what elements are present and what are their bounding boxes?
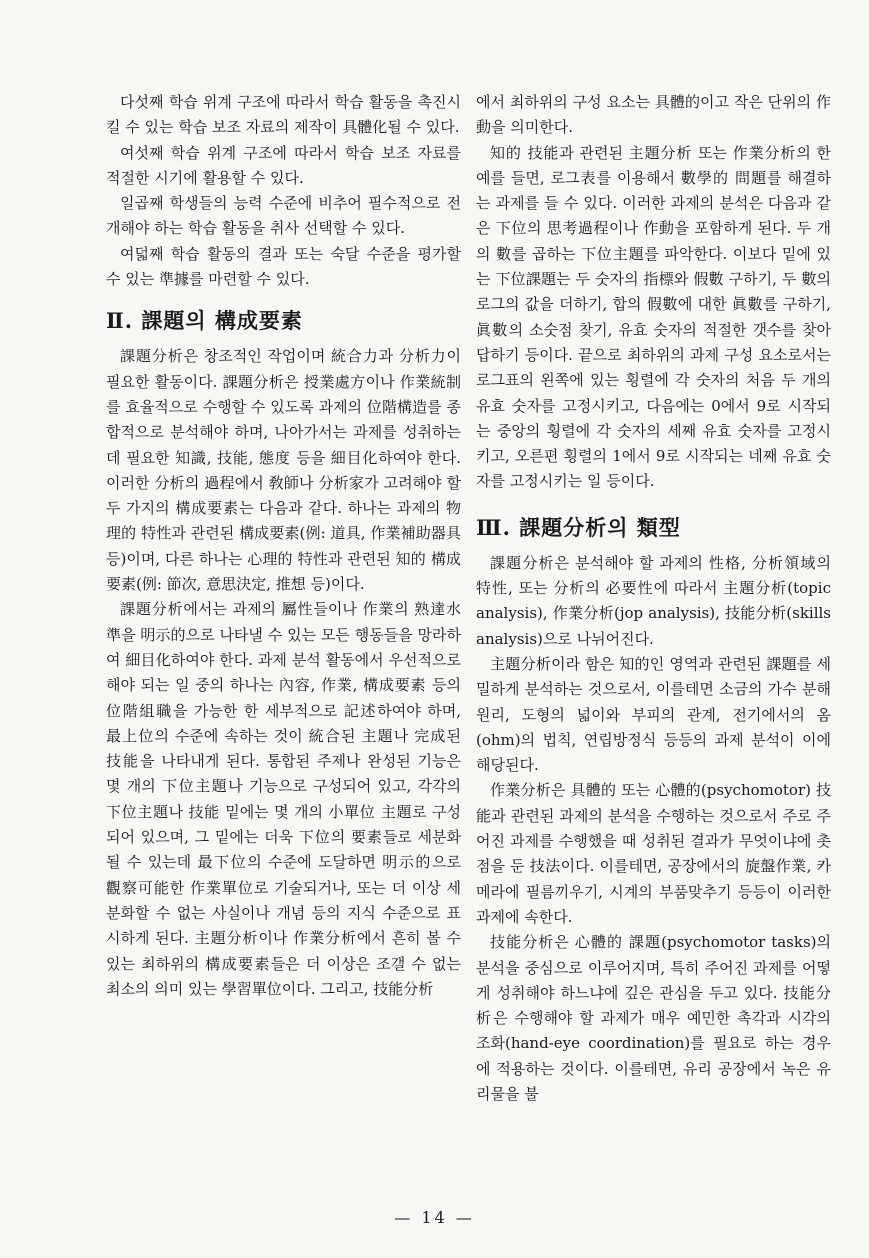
paragraph: 여덟째 학습 활동의 결과 또는 숙달 수준을 평가할 수 있는 準據를 마련할 수 있다. xyxy=(106,244,461,289)
left-column xyxy=(106,90,461,1002)
paragraph: 다섯째 학습 위계 구조에 따라서 학습 활동을 촉진시킬 수 있는 학습 보조 자료의 제작이 具體化될 수 있다. xyxy=(106,93,461,137)
paragraph: 課題分析은 창조적인 작업이며 統合力과 分析力이 필요한 활동이다. 課題分析은 授業處方이나 作業統制를 효율적으로 수행할 수 있도록 과제의 位階構造를 종합적으로 분석해야 하며, 나아가서는 과제를 성취하는 데 필요한 知識, 技能, 態度 등을 細目化하여야 한다. 이러한 分析의 過程에서 敎師나 分析家가 고려해야 할 두 가지의 構成要素는 다음과 같다. 하나는 과제의 物理的 特性과 관련된 構成要素(例: 道具, 作業補助器具 등)이며, 다른 하나는 心理的 特性과 관련된 知的 構成要素(例: 節次, 意思決定, 推想 등)이다. xyxy=(106,347,461,594)
section-heading: Ⅲ. 課題分析의 類型 xyxy=(476,514,681,540)
section-heading: Ⅱ. 課題의 構成要素 xyxy=(106,308,303,334)
paragraph: 主題分析이라 함은 知的인 영역과 관련된 課題를 세밀하게 분석하는 것으로서, 이를테면 소금의 가수 분해 원리, 도형의 넓이와 부피의 관계, 전기에서의 옴(ohm)의 법칙, 연립방정식 등등의 과제 분석이 이에 해당된다. xyxy=(476,654,831,775)
paragraph: 技能分析은 心體的 課題(psychomotor tasks)의 분석을 중심으로 이루어지며, 특히 주어진 과제를 어떻게 성취해야 하느냐에 깊은 관심을 두고 있다. 技能分析은 수행해야 할 과제가 매우 예민한 촉각과 시각의 조화(hand-eye coordination)를 필요로 하는 경우에 적용하는 것이다. 이를테면, 유리 공장에서 녹은 유리물을 불 xyxy=(476,933,831,1103)
paragraph: 일곱째 학생들의 능력 수준에 비추어 필수적으로 전개해야 하는 학습 활동을 취사 선택할 수 있다. xyxy=(106,194,461,238)
paragraph: 에서 최하위의 구성 요소는 具體的이고 작은 단위의 作動을 의미한다. xyxy=(476,93,831,137)
paragraph: 知的 技能과 관련된 主題分析 또는 作業分析의 한 예를 들면, 로그表를 이용해서 數學的 問題를 해결하는 과제를 들 수 있다. 이러한 과제의 분석은 다음과 같은 下位의 思考過程이나 作動을 포함하게 된다. 두 개의 數를 곱하는 下位主題를 파악한다. 이보다 밑에 있는 下位課題는 두 숫자의 指標와 假數 구하기, 두 數의 로그의 값을 더하기, 합의 假數에 대한 眞數를 구하기, 眞數의 소숫점 찾기, 유효 숫자의 적절한 갯수를 찾아 답하기 등이다. 끝으로 최하위의 과제 구성 요소로서는 로그표의 왼쪽에 있는 횡렬에 각 숫자의 처음 두 개의 유효 숫자를 고정시키고, 다음에는 0에서 9로 시작되는 중앙의 횡렬에 각 숫자의 세째 유효 숫자를 고정시키고, 오른편 횡렬의 1에서 9로 시작되는 네째 유효 숫자를 고정시키는 일 등이다. xyxy=(476,143,831,491)
page-number: — 14 — xyxy=(394,1208,475,1227)
paragraph: 課題分析은 분석해야 할 과제의 性格, 分析領域의 特性, 또는 分析의 必要性에 따라서 主題分析(topic analysis), 作業分析(jop analysis), 技能分析(skills analysis)으로 나뉘어진다. xyxy=(476,553,831,648)
paragraph: 課題分析에서는 과제의 屬性들이나 作業의 熟達水準을 明示的으로 나타낼 수 있는 모든 행동들을 망라하여 細目化하여야 한다. 과제 분석 활동에서 우선적으로 해야 되는 일 중의 하나는 內容, 作業, 構成要素 등의 位階組職을 가능한 한 세부적으로 記述하여야 하며, 最上位의 수준에 속하는 것이 統合된 主題나 完成된 技能을 나타내게 된다. 통합된 주제나 완성된 기능은 몇 개의 下位主題나 기능으로 구성되어 있고, 각각의 下位主題나 技能 밑에는 몇 개의 小單位 主題로 구성되어 있으며, 그 밑에는 더욱 下位의 要素들로 세분화될 수 있는데 最下位의 수준에 도달하면 明示的으로 觀察可能한 作業單位로 기술되거나, 또는 더 이상 세분화할 수 없는 사실이나 개념 등의 지식 수준으로 표시하게 된다. 主題分析이나 作業分析에서 흔히 볼 수 있는 최하위의 構成要素들은 더 이상은 조갤 수 없는 최소의 의미 있는 學習單位이다. 그리고, 技能分析 xyxy=(106,600,461,998)
right-column xyxy=(476,90,831,1107)
paragraph: 여섯째 학습 위계 구조에 따라서 학습 보조 자료를 적절한 시기에 활용할 수 있다. xyxy=(106,143,461,187)
paragraph: 作業分析은 具體的 또는 心體的(psychomotor) 技能과 관련된 과제의 분석을 수행하는 것으로서 주로 주어진 과제를 수행했을 때 성취된 결과가 무엇이냐에 촛점을 둔 技法이다. 이를테면, 공장에서의 旋盤作業, 카메라에 필름끼우기, 시계의 부품맞추기 등등이 이러한 과제에 속한다. xyxy=(476,781,831,926)
